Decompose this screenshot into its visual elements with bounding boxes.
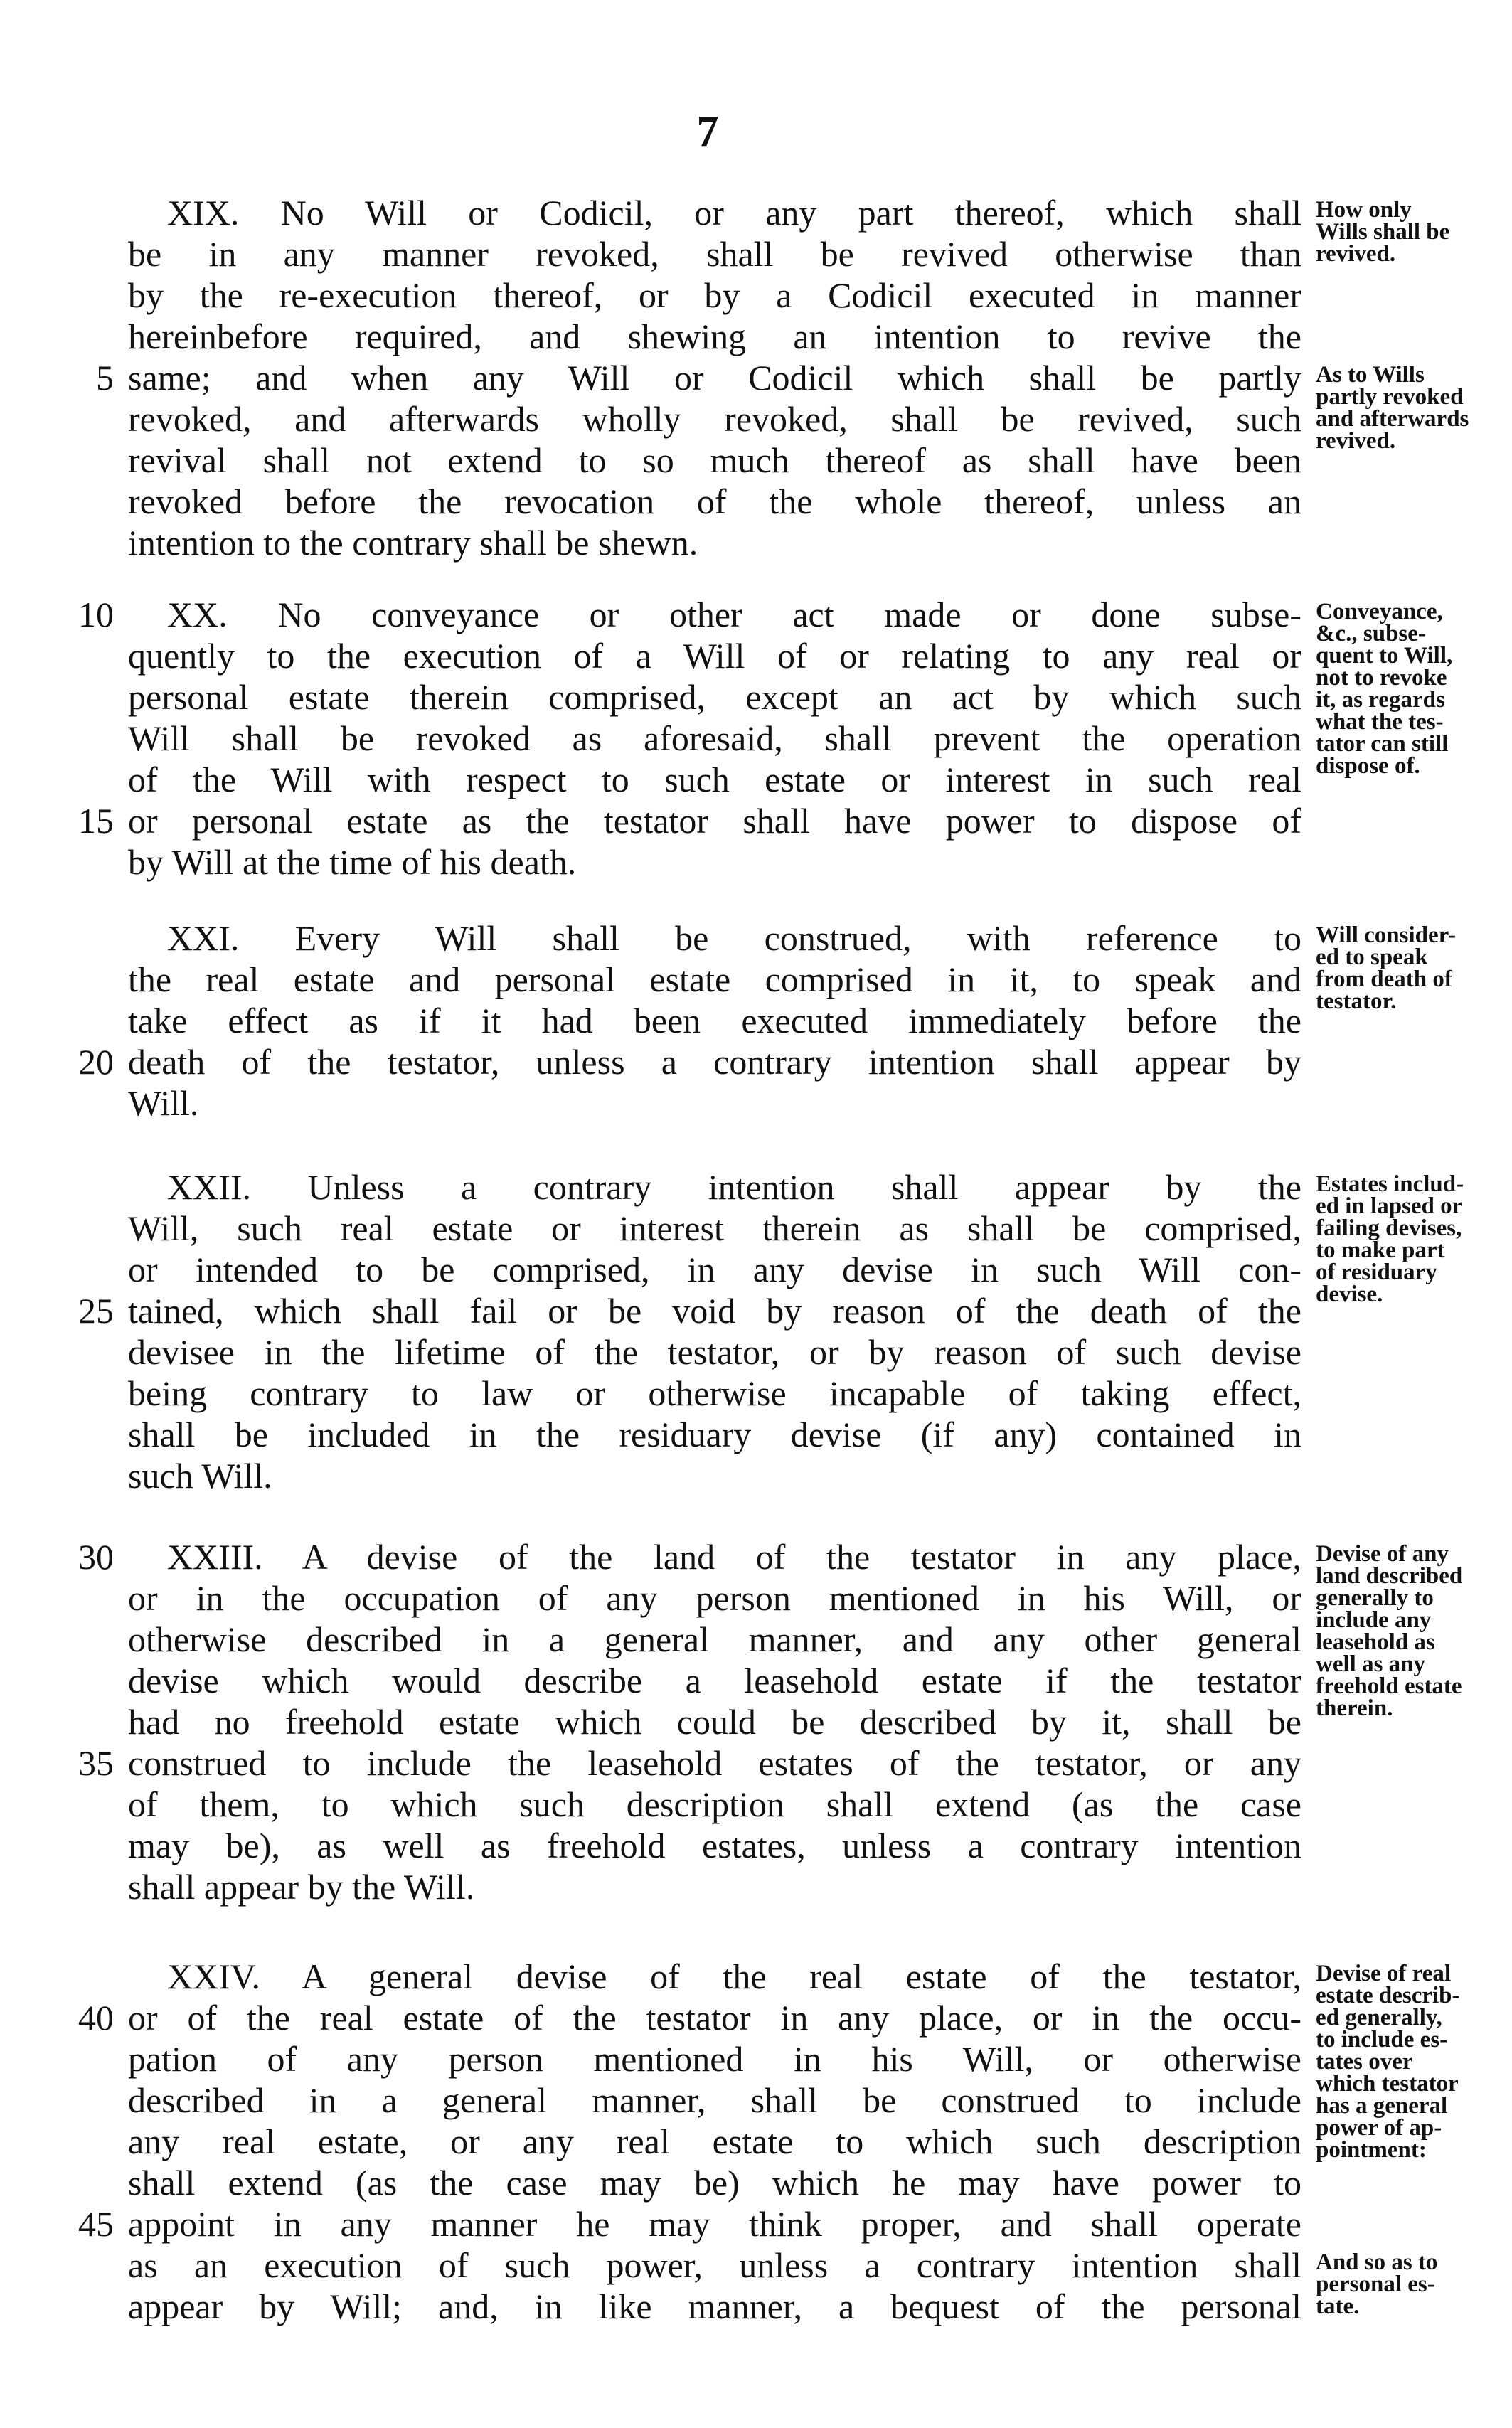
line-text: personal estate therein comprised, except an act by which such [128, 677, 1301, 717]
margin-note-line: what the tes- [1316, 709, 1444, 735]
text-line [71, 594, 1508, 635]
line-text: may be), as well as freehold estates, unless a contrary intention [128, 1826, 1301, 1865]
text-line [71, 1414, 1508, 1455]
line-text: shall extend (as the case may be) which he may have power to [128, 2163, 1301, 2203]
text-line [71, 1742, 1508, 1784]
margin-note-line: dispose of. [1316, 753, 1420, 779]
line-number: 15 [78, 801, 114, 841]
margin-note-line: tator can still [1316, 731, 1449, 757]
line-text: revival shall not extend to so much thereof as shall have been [128, 440, 1301, 480]
margin-note-line: has a general [1316, 2093, 1448, 2119]
line-text: XXI. Every Will shall be construed, with reference to [167, 918, 1301, 958]
margin-note-line: it, as regards [1316, 687, 1445, 713]
text-line [71, 1041, 1508, 1082]
line-text: had no freehold estate which could be described by it, shall be [128, 1702, 1301, 1742]
text-line [71, 192, 1508, 233]
text-line [71, 1208, 1508, 1249]
text-line [71, 676, 1508, 718]
line-text: XXII. Unless a contrary intention shall appear by the [167, 1167, 1301, 1207]
line-text: or of the real estate of the testator in any place, or in the occu- [128, 1998, 1301, 2038]
margin-note-line: revived. [1316, 241, 1396, 267]
margin-note [1316, 2249, 1512, 2319]
text-line [71, 1536, 1508, 1577]
text-line [71, 1000, 1508, 1041]
text-line [71, 2080, 1508, 2121]
text-line [71, 1997, 1508, 2038]
margin-note-line: which testator [1316, 2071, 1459, 2097]
text-line [71, 1455, 1508, 1496]
line-text: quently to the execution of a Will of or relating to any real or [128, 636, 1301, 676]
margin-note [1316, 364, 1512, 452]
line-text: intention to the contrary shall be shewn. [128, 523, 698, 563]
text-line [71, 1373, 1508, 1414]
line-text: by the re-execution thereof, or by a Codicil executed in manner [128, 275, 1301, 315]
line-text: construed to include the leasehold estates of the testator, or any [128, 1743, 1301, 1783]
margin-note [1316, 199, 1512, 265]
text-line [71, 1660, 1508, 1701]
margin-note-line: of residuary [1316, 1260, 1437, 1285]
text-line [71, 275, 1508, 316]
margin-note-line: Estates includ- [1316, 1171, 1464, 1197]
margin-note-line: tate. [1316, 2294, 1360, 2319]
margin-note-line: leasehold as [1316, 1629, 1435, 1655]
text-line [71, 1619, 1508, 1660]
text-line [71, 1866, 1508, 1907]
margin-note-line: to include es- [1316, 2027, 1448, 2052]
margin-note-line: tates over [1316, 2049, 1413, 2075]
line-text: of the Will with respect to such estate or interest in such real [128, 760, 1301, 799]
margin-note [1316, 922, 1512, 1014]
text-line [71, 959, 1508, 1000]
margin-note-line: therein. [1316, 1695, 1393, 1721]
margin-note-line: not to revoke [1316, 665, 1447, 691]
text-line [71, 440, 1508, 481]
margin-note [1316, 1963, 1512, 2161]
line-number: 20 [78, 1042, 114, 1082]
margin-note-line: to make part [1316, 1237, 1445, 1263]
margin-note-line: And so as to [1316, 2249, 1438, 2275]
line-text: shall appear by the Will. [128, 1867, 475, 1907]
text-line [71, 2245, 1508, 2286]
text-line [71, 1249, 1508, 1290]
line-text: or intended to be comprised, in any devise in such Will con- [128, 1250, 1301, 1289]
text-line [71, 2162, 1508, 2203]
margin-note-line: Devise of any [1316, 1541, 1449, 1567]
line-number: 5 [96, 358, 114, 398]
line-number: 25 [78, 1291, 114, 1331]
line-text: XIX. No Will or Codicil, or any part thereof, which shall [167, 193, 1301, 233]
margin-note-line: Conveyance, [1316, 599, 1443, 624]
line-text: by Will at the time of his death. [128, 842, 577, 882]
margin-note-line: power of ap- [1316, 2115, 1442, 2141]
margin-note-line: estate describ- [1316, 1983, 1460, 2008]
margin-note-line: ed to speak [1316, 944, 1428, 970]
line-text: of them, to which such description shall extend (as the case [128, 1784, 1301, 1824]
margin-note-line: quent to Will, [1316, 643, 1453, 669]
margin-note-line: ed generally, [1316, 2005, 1442, 2030]
margin-note-line: and afterwards [1316, 406, 1469, 432]
line-text: as an execution of such power, unless a contrary intention shall [128, 2245, 1301, 2285]
text-line [71, 1082, 1508, 1124]
margin-note [1316, 601, 1512, 777]
text-line [71, 2121, 1508, 2162]
text-line [71, 1290, 1508, 1331]
text-line [71, 357, 1508, 398]
text-line [71, 481, 1508, 522]
line-text: tained, which shall fail or be void by reason of the death of the [128, 1291, 1301, 1331]
line-number: 30 [78, 1537, 114, 1577]
margin-note-line: land described [1316, 1563, 1463, 1589]
page-number: 7 [696, 107, 719, 156]
margin-note-line: Wills shall be [1316, 219, 1450, 245]
text-line [71, 1956, 1508, 1997]
section-xxii [71, 1166, 1508, 1496]
line-text: appear by Will; and, in like manner, a bequest of the personal [128, 2286, 1301, 2326]
text-line [71, 2203, 1508, 2245]
line-text: XX. No conveyance or other act made or done subse- [167, 595, 1301, 634]
text-line [71, 1577, 1508, 1619]
line-text: devisee in the lifetime of the testator, or by reason of such devise [128, 1332, 1301, 1372]
line-number: 35 [78, 1743, 114, 1783]
text-line [71, 2038, 1508, 2080]
margin-note-line: well as any [1316, 1651, 1426, 1677]
text-line [71, 2286, 1508, 2327]
line-text: being contrary to law or otherwise incapable of taking effect, [128, 1373, 1301, 1413]
margin-note-line: partly revoked [1316, 384, 1464, 410]
margin-note-line: personal es- [1316, 2272, 1435, 2297]
margin-note-line: generally to [1316, 1585, 1434, 1611]
text-line [71, 635, 1508, 676]
margin-note-line: freehold estate [1316, 1673, 1462, 1699]
margin-note-line: include any [1316, 1607, 1432, 1633]
line-text: hereinbefore required, and shewing an intention to revive the [128, 316, 1301, 356]
margin-note-line: As to Wills [1316, 362, 1425, 388]
margin-note-line: testator. [1316, 989, 1397, 1014]
text-line [71, 316, 1508, 357]
text-line [71, 1825, 1508, 1866]
line-text: Will, such real estate or interest therein as shall be comprised, [128, 1208, 1301, 1248]
section-xxiv [71, 1956, 1508, 2327]
text-line [71, 1166, 1508, 1208]
line-number: 40 [78, 1998, 114, 2038]
margin-note-line: failing devises, [1316, 1215, 1462, 1241]
line-text: any real estate, or any real estate to which such description [128, 2121, 1301, 2161]
line-number: 10 [78, 595, 114, 634]
line-text: or personal estate as the testator shall have power to dispose of [128, 801, 1301, 841]
text-line [71, 800, 1508, 841]
margin-note-line: devise. [1316, 1282, 1383, 1307]
line-number: 45 [78, 2204, 114, 2244]
margin-note-line: ed in lapsed or [1316, 1193, 1463, 1219]
line-text: the real estate and personal estate comprised in it, to speak and [128, 959, 1301, 999]
line-text: devise which would describe a leasehold estate if the testator [128, 1661, 1301, 1700]
margin-note [1316, 1173, 1512, 1306]
line-text: revoked before the revocation of the whole thereof, unless an [128, 481, 1301, 521]
line-text: shall be included in the residuary devise (if any) contained in [128, 1415, 1301, 1454]
line-text: described in a general manner, shall be construed to include [128, 2080, 1301, 2120]
line-text: XXIII. A devise of the land of the testator in any place, [167, 1537, 1301, 1577]
margin-note-line: How only [1316, 197, 1412, 223]
text-line [71, 1701, 1508, 1742]
section-xix [71, 192, 1508, 563]
margin-note [1316, 1543, 1512, 1720]
text-line [71, 841, 1508, 883]
margin-note-line: pointment: [1316, 2137, 1427, 2163]
line-text: same; and when any Will or Codicil which shall be partly [128, 358, 1301, 398]
text-line [71, 1784, 1508, 1825]
line-text: be in any manner revoked, shall be revived otherwise than [128, 234, 1301, 274]
line-text: such Will. [128, 1456, 272, 1496]
margin-note-line: Devise of real [1316, 1961, 1451, 1986]
text-line [71, 522, 1508, 563]
margin-note-line: &c., subse- [1316, 621, 1426, 646]
margin-note-line: revived. [1316, 428, 1396, 454]
line-text: pation of any person mentioned in his Will, or otherwise [128, 2039, 1301, 2079]
line-text: revoked, and afterwards wholly revoked, shall be revived, such [128, 399, 1301, 439]
margin-note-line: from death of [1316, 967, 1452, 992]
text-line [71, 233, 1508, 275]
line-text: or in the occupation of any person mentioned in his Will, or [128, 1578, 1301, 1618]
line-text: XXIV. A general devise of the real estate of the testator, [167, 1956, 1301, 1996]
text-line [71, 1331, 1508, 1373]
text-line [71, 759, 1508, 800]
section-xxi [71, 917, 1508, 1124]
line-text: death of the testator, unless a contrary intention shall appear by [128, 1042, 1301, 1082]
line-text: take effect as if it had been executed immediately before the [128, 1001, 1301, 1040]
line-text: appoint in any manner he may think proper, and shall operate [128, 2204, 1301, 2244]
margin-note-line: Will consider- [1316, 922, 1457, 948]
line-text: Will. [128, 1083, 199, 1123]
text-line [71, 917, 1508, 959]
section-xx [71, 594, 1508, 883]
text-line [71, 398, 1508, 440]
line-text: Will shall be revoked as aforesaid, shall prevent the operation [128, 718, 1301, 758]
section-xxiii [71, 1536, 1508, 1907]
text-line [71, 718, 1508, 759]
line-text: otherwise described in a general manner, and any other general [128, 1619, 1301, 1659]
